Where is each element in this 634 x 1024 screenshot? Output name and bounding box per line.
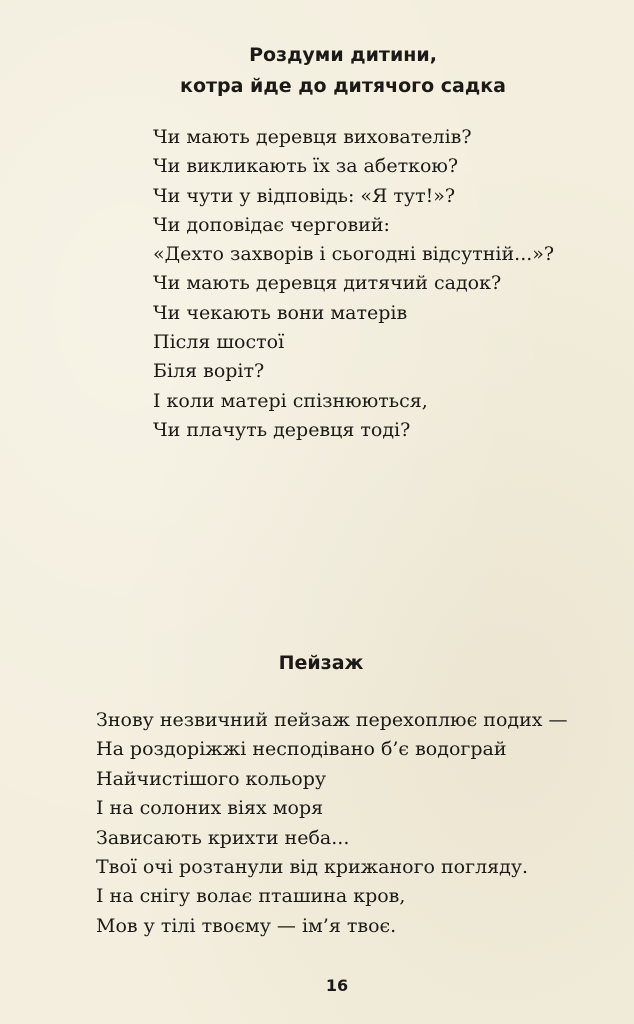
poem1-text — [153, 123, 554, 445]
poem2-line: Зависають крихти неба... — [96, 826, 350, 849]
poem1-line: Чи доповідає черговий: — [153, 213, 390, 236]
page-number: 16 — [325, 976, 349, 995]
poem1-title-line2: котра йде до дитячого садка — [180, 75, 506, 97]
poem2-title: Пейзаж — [278, 652, 364, 674]
poem2-line: На роздоріжжі несподівано б’є водограй — [96, 738, 507, 761]
poem1-line: Біля воріт? — [153, 360, 265, 383]
poem1-line: Чи мають деревця вихователів? — [153, 126, 472, 148]
poem1-line: «Дехто захворів і сьогодні відсутній...»? — [153, 243, 555, 266]
poem2-line: І на снігу волає пташина кров, — [96, 885, 406, 908]
poem2-line: Найчистішого кольору — [96, 767, 327, 790]
poem1-line: Чи викликають їх за абеткою? — [153, 155, 459, 178]
poem1-line: Чи плачуть деревця тоді? — [153, 418, 411, 441]
poem1-line: Чи мають деревця дитячий садок? — [153, 272, 502, 295]
poem1-line: Чи чути у відповідь: «Я тут!»? — [153, 184, 456, 207]
poem1-line: Чи чекають вони матерів — [153, 301, 408, 324]
poem2-line: Твої очі розтанули від крижаного погляду. — [96, 856, 529, 879]
poem2-line: Знову незвичний пейзаж перехоплює подих — — [96, 709, 568, 731]
poem2-line: Мов у тілі твоєму — ім’я твоє. — [96, 914, 397, 937]
poem1-line: І коли матері спізнюються, — [153, 389, 428, 412]
poem1-line: Після шостої — [153, 331, 285, 354]
poem2-line: І на солоних віях моря — [96, 797, 324, 820]
poem1-title-line1: Роздуми дитини, — [249, 44, 437, 66]
poem2-text — [96, 706, 568, 941]
